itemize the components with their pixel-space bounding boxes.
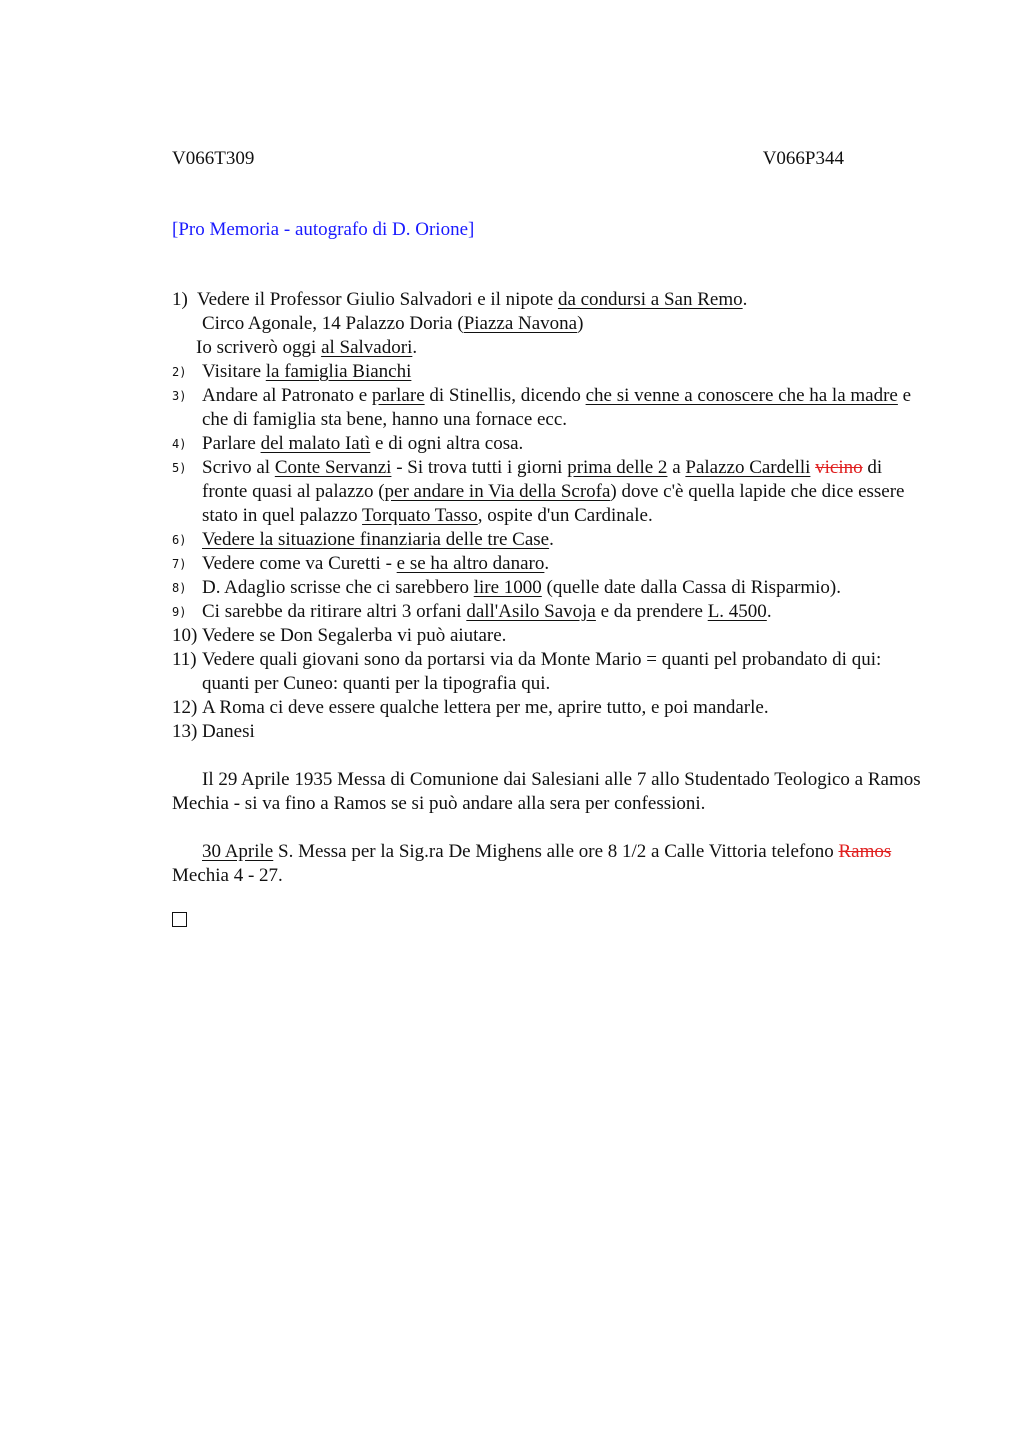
struck-word: vicino — [815, 457, 863, 478]
document-code-left: V066T309 — [172, 148, 255, 169]
item-text: e che di famiglia sta bene, hanno una fornace ecc. — [202, 385, 912, 430]
item-text: Vedere come va Curetti - — [202, 553, 397, 574]
list-item-3 — [172, 384, 932, 432]
item-text: . — [544, 553, 550, 574]
item-text: Vedere se Don Segalerba vi può aiutare. — [202, 625, 507, 646]
item-text: e da prendere — [595, 601, 708, 622]
item-number: 13) — [172, 721, 198, 742]
list-item-11 — [172, 648, 932, 696]
item-text: Andare al Patronato e — [202, 385, 372, 406]
item-text: . — [742, 289, 748, 310]
item-underlined: per andare in Via della Scrofa — [384, 481, 611, 502]
item-text: a — [667, 457, 686, 478]
item-underlined: Piazza Navona — [463, 313, 578, 334]
item-number: 12) — [172, 697, 198, 718]
item-text: Io scriverò oggi — [196, 337, 322, 358]
list-item-13 — [172, 720, 932, 744]
item-text: Parlare — [202, 433, 261, 454]
item-number: 7) — [172, 557, 187, 571]
list-item-8 — [172, 576, 932, 600]
item-text: Vedere il Professor Giulio Salvadori e il nipote — [197, 289, 558, 310]
checkbox-square[interactable] — [172, 912, 187, 927]
item-text: Scrivo al — [202, 457, 275, 478]
item-text: - Si trova tutti i giorni — [391, 457, 568, 478]
item-number: 11) — [172, 649, 197, 670]
item-underlined: Torquato Tasso — [362, 505, 478, 526]
item-text: (quelle date dalla Cassa di Risparmio). — [541, 577, 841, 598]
item-underlined: dall'Asilo Savoja — [466, 601, 596, 622]
item-number: 3) — [172, 389, 187, 403]
item-text: Vedere quali giovani sono da portarsi via da Monte Mario = quanti pel probandato di qui: quanti per Cuneo: quanti per la tipografia qui. — [202, 649, 882, 694]
item-number: 9) — [172, 605, 187, 619]
item-underlined: da condursi a San Remo — [557, 289, 743, 310]
item-text: ) — [577, 313, 584, 334]
item-number: 1) — [172, 289, 188, 310]
item-number: 4) — [172, 437, 187, 451]
item-text: e di ogni altra cosa. — [370, 433, 524, 454]
item-underlined: L. 4500 — [707, 601, 767, 622]
item-underlined: Palazzo Cardelli — [685, 457, 811, 478]
list-item-10 — [172, 624, 932, 648]
item-text: . — [412, 337, 418, 358]
item-text: di Stinellis, dicendo — [424, 385, 586, 406]
item-number: 6) — [172, 533, 187, 547]
paragraph-2 — [172, 840, 932, 888]
list-item-1-line-2 — [172, 312, 932, 336]
item-text: ) dove c'è quella lapide che dice essere stato in quel palazzo — [202, 481, 905, 526]
item-underlined: lire 1000 — [473, 577, 542, 598]
item-number: 8) — [172, 581, 187, 595]
item-text: Circo Agonale, 14 Palazzo Doria ( — [202, 313, 464, 334]
item-number: 2) — [172, 365, 187, 379]
item-text: . — [549, 529, 554, 550]
item-number: 5) — [172, 461, 187, 475]
list-item-9 — [172, 600, 932, 624]
list-item-1-line-3 — [172, 336, 932, 360]
list-item-12 — [172, 696, 932, 720]
list-item-1 — [172, 288, 932, 312]
item-text: Danesi — [202, 721, 255, 742]
item-text: A Roma ci deve essere qualche lettera per me, aprire tutto, e poi mandarle. — [202, 697, 769, 718]
item-text: . — [766, 601, 772, 622]
paragraph-text: Mechia 4 - 27. — [172, 865, 283, 886]
item-text: di fronte quasi al palazzo ( — [202, 457, 883, 502]
document-header — [172, 144, 932, 174]
item-underlined: al Salvadori — [321, 337, 413, 358]
item-underlined: la famiglia Bianchi — [265, 361, 412, 382]
list-item-7 — [172, 552, 932, 576]
item-text: D. Adaglio scrisse che ci sarebbero — [202, 577, 474, 598]
document-page — [172, 144, 932, 927]
list-item-4 — [172, 432, 932, 456]
item-number: 10) — [172, 625, 198, 646]
list-item-6 — [172, 528, 932, 552]
document-title: [Pro Memoria - autografo di D. Orione] — [172, 219, 475, 240]
paragraph-text: S. Messa per la Sig.ra De Mighens alle ore 8 1/2 a Calle Vittoria telefono — [273, 841, 839, 862]
item-underlined: Vedere la situazione finanziaria delle tre Case — [202, 529, 550, 550]
item-underlined: del malato Iatì — [260, 433, 371, 454]
struck-word: Ramos — [838, 841, 892, 862]
document-code-right: V066P344 — [762, 148, 844, 169]
list-item-5 — [172, 456, 932, 528]
item-text: Ci sarebbe da ritirare altri 3 orfani — [202, 601, 467, 622]
memo-list — [172, 288, 932, 744]
item-underlined: e se ha altro danaro — [396, 553, 545, 574]
item-underlined: che si venne a conoscere che ha la madre — [585, 385, 898, 406]
item-text: , ospite d'un Cardinale. — [477, 505, 653, 526]
item-underlined: Conte Servanzi — [274, 457, 392, 478]
item-text: Visitare — [202, 361, 266, 382]
list-item-2 — [172, 360, 932, 384]
item-underlined: prima delle 2 — [567, 457, 668, 478]
paragraph-underlined: 30 Aprile — [202, 841, 274, 862]
item-underlined: parlare — [371, 385, 425, 406]
paragraph-1: Il 29 Aprile 1935 Messa di Comunione dai Salesiani alle 7 allo Studentado Teologico a Ramos Mechia - si va fino a Ramos se si può andare alla sera per confessioni. — [172, 769, 921, 814]
